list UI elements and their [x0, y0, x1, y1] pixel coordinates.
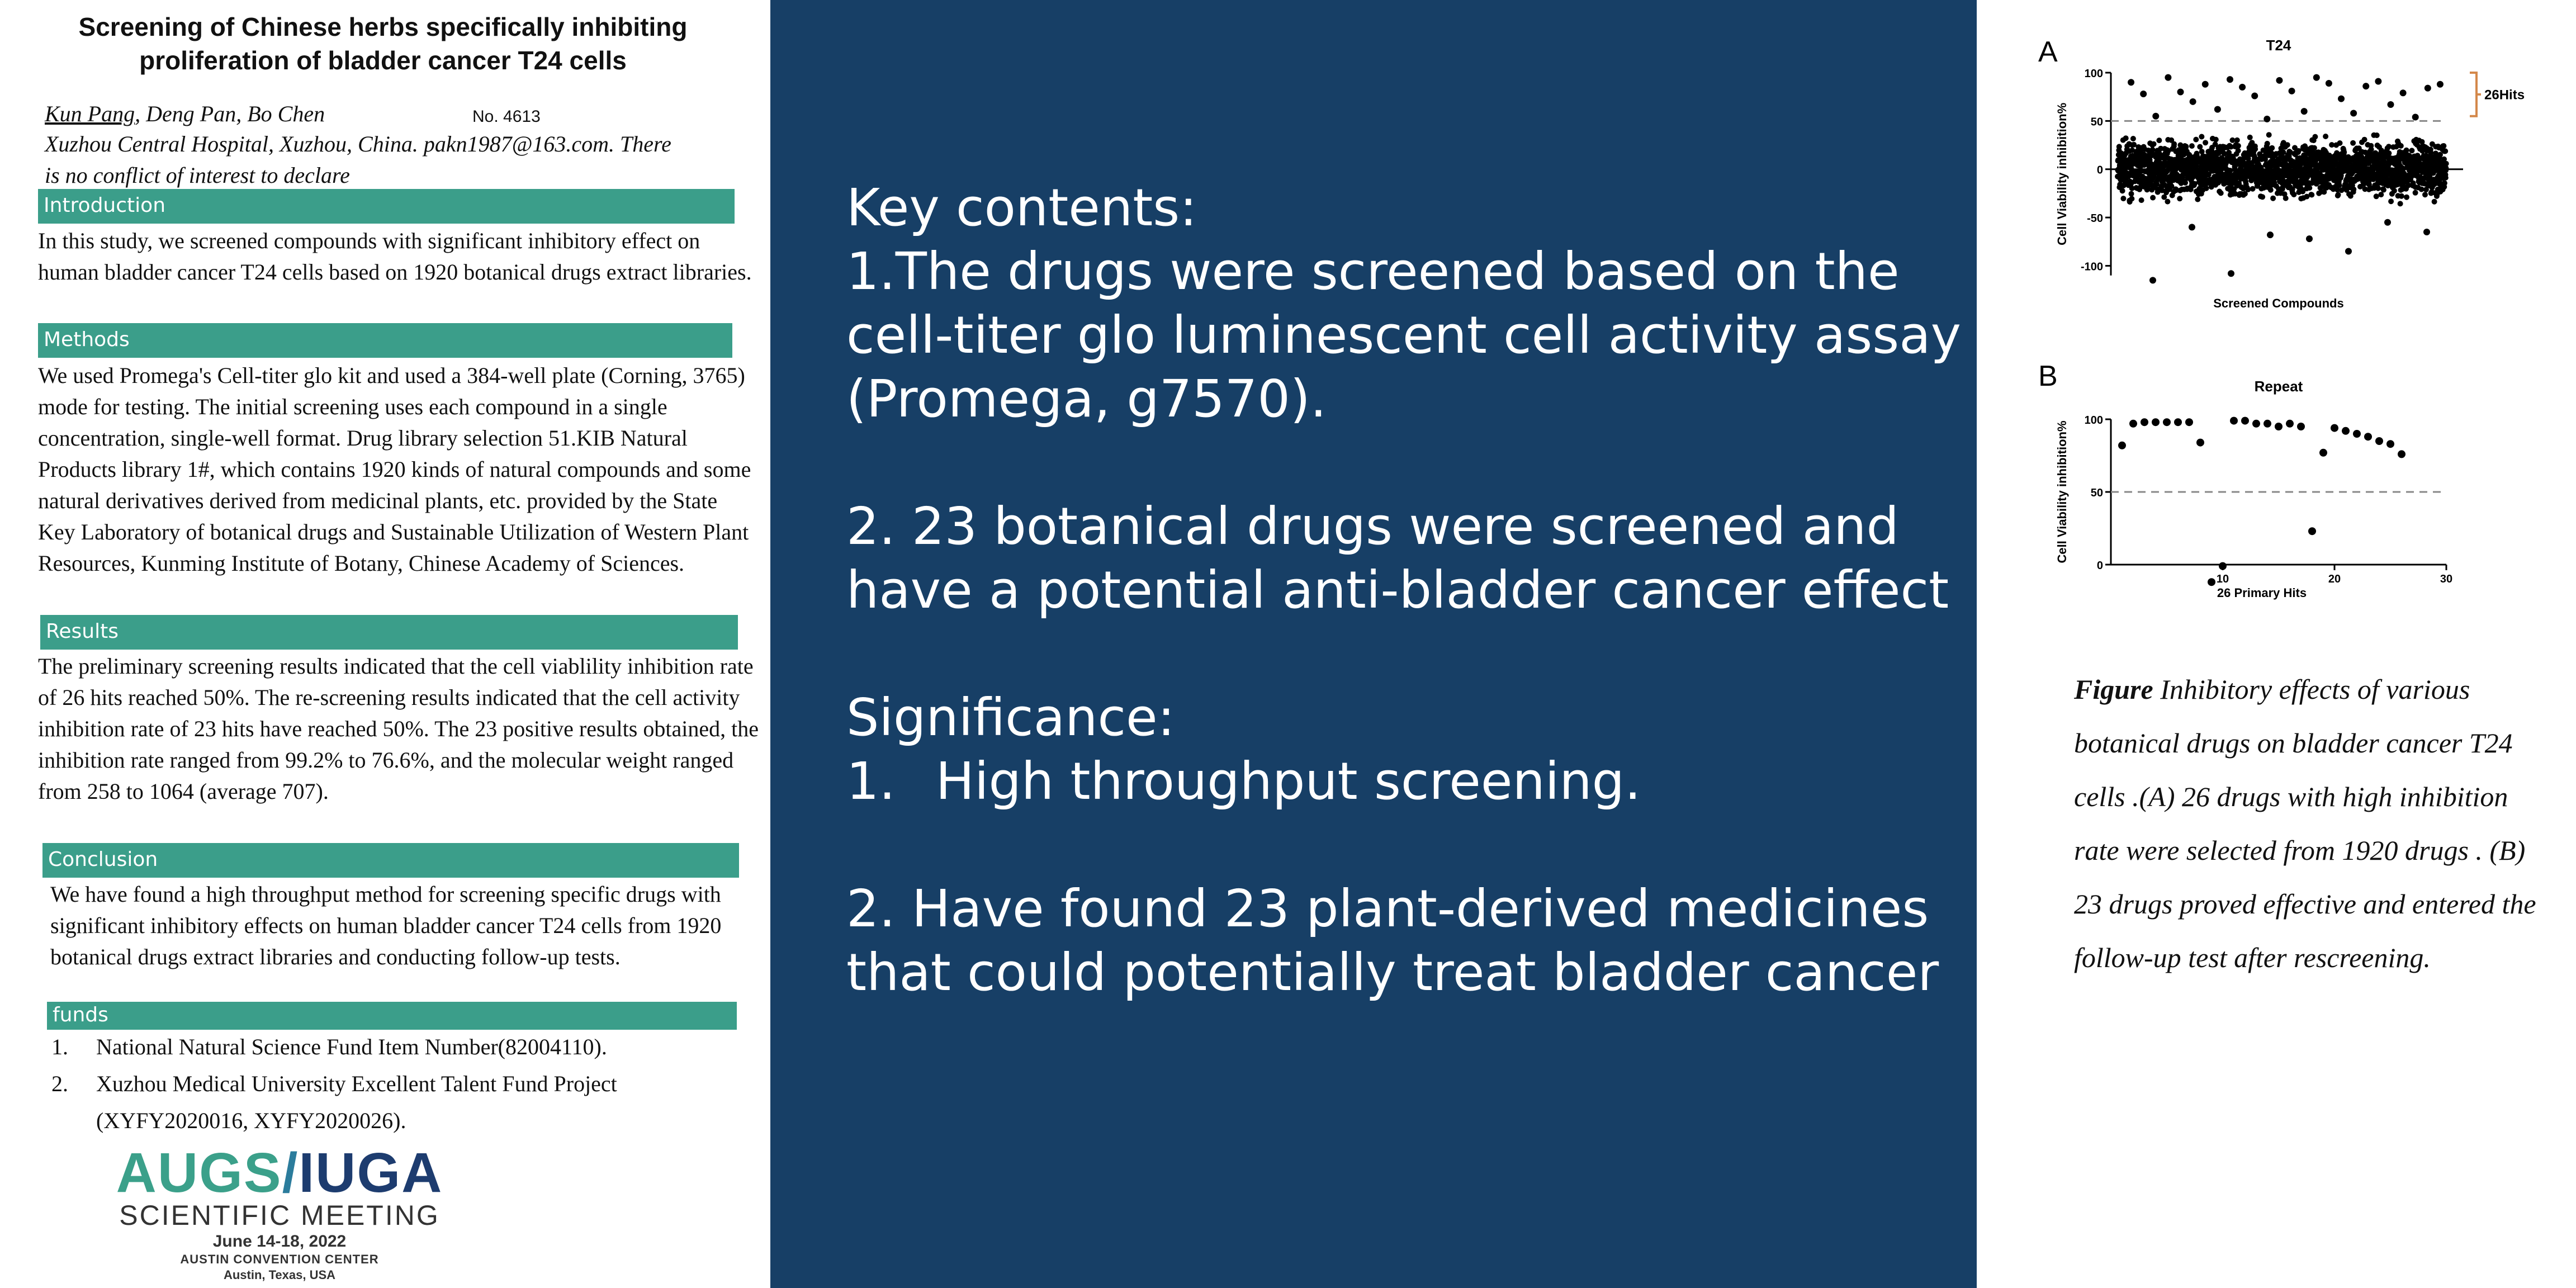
compound-point: [2269, 145, 2275, 151]
significance-item-2: 2. Have found 23 plant-derived medicines that could potentially treat bladder cancer: [846, 879, 1939, 1002]
y-tick-label: 0: [2096, 164, 2103, 177]
funds-list: [51, 1029, 750, 1139]
hit-point: [2214, 106, 2221, 113]
y-tick-label: 50: [2090, 487, 2103, 499]
key-contents-panel: [770, 0, 1977, 1288]
fund-number: 2.: [51, 1071, 68, 1096]
compound-point: [2197, 144, 2203, 150]
outlier-point: [2345, 248, 2352, 255]
introduction-heading: Introduction: [38, 189, 735, 224]
compound-point: [2443, 175, 2449, 181]
conclusion-text: We have found a high throughput method for screening specific drugs with significant inhibitory effects on human bladder cancer T24 cells from 1920 botanical drugs extract libraries and conducting follow-up tests.: [50, 882, 722, 969]
repeat-point: [2331, 424, 2338, 432]
hit-point: [2425, 85, 2431, 92]
compound-point: [2203, 140, 2208, 145]
figure-caption: [2074, 662, 2544, 984]
compound-point: [2266, 132, 2272, 138]
hits-label: 26Hits: [2484, 87, 2525, 103]
significance-item-1-number: 1.: [846, 751, 896, 811]
compound-point: [2432, 199, 2437, 205]
hit-point: [2350, 110, 2357, 117]
y-axis-label: Cell Viability inhibition%: [2055, 420, 2069, 564]
outlier-point: [2149, 277, 2156, 283]
repeat-point: [2230, 417, 2238, 425]
compound-point: [2130, 136, 2136, 141]
results-text: The preliminary screening results indicated that the cell viablility inhibition rate of 26 hits reached 50%. The re-screening results indicated that the cell activity inhibition rate of 23 hits have reached 50%. The 23 positive results obtained, the inhibition rate ranged from 99.2% to 76.6%, and the molecular weight ranged from 258 to 1064 (average 707).: [38, 654, 759, 804]
x-tick-label: 10: [2216, 573, 2229, 585]
repeat-point: [2297, 423, 2305, 430]
repeat-point: [2174, 418, 2182, 426]
compound-point: [2193, 137, 2199, 143]
conclusion-heading: Conclusion: [42, 843, 739, 878]
compound-point: [2381, 187, 2386, 193]
first-author: Kun Pang: [45, 101, 135, 126]
compound-point: [2247, 135, 2253, 140]
compound-point: [2268, 187, 2274, 193]
hit-point: [2412, 113, 2419, 120]
hit-point: [2338, 96, 2345, 102]
compound-point: [2350, 140, 2356, 146]
compound-point: [2409, 148, 2414, 153]
compound-point: [2120, 188, 2125, 193]
funds-heading: funds: [47, 1002, 737, 1030]
outlier-point: [2228, 270, 2234, 277]
figure-column: [1977, 0, 2576, 1288]
compound-point: [2165, 199, 2170, 205]
repeat-point: [2152, 418, 2160, 426]
compound-point: [2270, 196, 2276, 201]
compound-point: [2413, 190, 2418, 196]
compound-point: [2337, 182, 2342, 188]
hit-point: [2400, 89, 2407, 96]
x-axis-label: 26 Primary Hits: [2217, 586, 2307, 600]
abstract-number: No. 4613: [472, 107, 541, 126]
hits-bracket: [2470, 73, 2481, 116]
repeat-point: [2129, 420, 2137, 428]
compound-point: [2151, 141, 2157, 147]
x-tick-label: 20: [2328, 573, 2341, 585]
hit-point: [2190, 98, 2196, 105]
compound-point: [2351, 187, 2356, 192]
compound-point: [2171, 141, 2177, 147]
y-tick-label: 100: [2084, 68, 2103, 80]
compound-point: [2234, 138, 2240, 143]
compound-point: [2199, 134, 2204, 140]
repeat-point: [2364, 433, 2372, 441]
compound-point: [2312, 134, 2318, 140]
outlier-point: [2306, 235, 2313, 242]
compound-point: [2123, 135, 2129, 141]
repeat-point: [2375, 437, 2383, 445]
outlier-point: [2189, 224, 2195, 230]
compound-point: [2189, 143, 2195, 149]
compound-point: [2441, 143, 2446, 149]
hit-point: [2128, 79, 2134, 86]
repeat-point: [2319, 449, 2327, 457]
repeat-point: [2353, 430, 2361, 438]
significance-heading: Significance:: [846, 688, 1175, 747]
compound-point: [2398, 201, 2403, 206]
compound-point: [2388, 198, 2394, 204]
chart-title: Repeat: [2254, 378, 2303, 395]
compound-point: [2309, 192, 2314, 198]
caption-text: Inhibitory effects of various botanical drugs on bladder cancer T24 cells .(A) 26 drugs with high inhibition rate were selected from 1920 drugs . (B) 23 drugs proved effective and entered the follow-up test after rescreening.: [2074, 674, 2536, 973]
compound-point: [2444, 161, 2449, 167]
compound-point: [2150, 195, 2156, 201]
y-tick-label: 50: [2090, 116, 2103, 129]
augs-iuga-logo: [0, 1142, 559, 1204]
compound-point: [2236, 148, 2241, 154]
outlier-point: [2423, 229, 2430, 235]
meeting-date: June 14-18, 2022: [212, 1232, 347, 1251]
logo-subtitle: SCIENTIFIC MEETING: [119, 1200, 440, 1231]
hit-point: [2152, 113, 2159, 120]
poster-title: Screening of Chinese herbs specifically inhibiting proliferation of bladder cancer T24 cells: [78, 12, 688, 75]
compound-point: [2177, 196, 2182, 201]
hit-point: [2264, 116, 2270, 122]
hit-point: [2239, 84, 2246, 91]
repeat-point: [2275, 423, 2283, 430]
significance-item-1-text: High throughput screening.: [935, 751, 1641, 811]
compound-point: [2422, 192, 2428, 197]
repeat-point: [2286, 420, 2294, 428]
hit-point: [2387, 101, 2394, 108]
repeat-point: [2398, 450, 2405, 458]
hit-point: [2437, 81, 2444, 88]
repeat-point: [2342, 427, 2350, 435]
repeat-point: [2163, 418, 2171, 426]
x-tick-label: 30: [2440, 573, 2453, 585]
compound-point: [2442, 148, 2448, 154]
hit-point: [2301, 108, 2308, 115]
repeat-point: [2241, 417, 2249, 425]
methods-heading: Methods: [38, 323, 732, 358]
compound-point: [2392, 188, 2397, 193]
panel-label: B: [2038, 360, 2058, 392]
repeat-point: [2308, 527, 2316, 535]
repeat-point: [2185, 418, 2193, 426]
compound-point: [2375, 186, 2381, 191]
compound-point: [2283, 196, 2289, 201]
y-tick-label: 0: [2096, 560, 2103, 572]
repeat-point: [2219, 562, 2227, 570]
chart-title: T24: [2266, 37, 2291, 54]
logo-augs: AUGS: [116, 1142, 282, 1204]
hit-point: [2251, 92, 2258, 99]
compound-point: [2285, 142, 2290, 148]
repeat-point: [2208, 578, 2215, 586]
compound-point: [2398, 143, 2404, 149]
y-tick-label: -100: [2080, 261, 2103, 273]
hit-point: [2313, 74, 2320, 81]
compound-point: [2374, 132, 2380, 138]
hit-point: [2227, 76, 2233, 83]
compound-point: [2341, 149, 2347, 155]
repeat-point: [2252, 420, 2260, 428]
logo-slash: /: [282, 1142, 299, 1204]
fund-text: Xuzhou Medical University Excellent Talent Fund Project (XYFY2020016, XYFY2020026).: [96, 1071, 617, 1133]
compound-point: [2369, 146, 2374, 152]
repeat-point: [2141, 418, 2148, 426]
key-point-1: 1.The drugs were screened based on the cell-titer glo luminescent cell activity assay (Promega, g7570).: [846, 242, 1962, 429]
y-tick-label: 100: [2084, 414, 2103, 427]
affiliation: [45, 129, 738, 191]
chart-a-screening: [2038, 28, 2525, 324]
compound-point: [2374, 193, 2379, 199]
compound-point: [2116, 144, 2122, 149]
significance-item-1: [846, 750, 1964, 813]
chart-b-repeat: [2038, 358, 2485, 621]
compound-point: [2442, 181, 2447, 186]
compound-point: [2336, 192, 2341, 197]
hit-point: [2202, 81, 2209, 88]
compound-point: [2323, 134, 2328, 139]
meeting-city: Austin, Texas, USA: [223, 1268, 336, 1282]
repeat-point: [2386, 440, 2394, 448]
compound-point: [2378, 192, 2384, 197]
compound-point: [2337, 140, 2343, 146]
hit-point: [2362, 83, 2369, 89]
affiliation-line-1: Xuzhou Central Hospital, Xuzhou, China. pakn1987@163.com. There: [45, 131, 671, 157]
compound-point: [2236, 143, 2241, 149]
compound-point: [2265, 141, 2270, 146]
compound-point: [2213, 137, 2219, 143]
compound-point: [2362, 137, 2367, 143]
meeting-venue: AUSTIN CONVENTION CENTER: [180, 1252, 379, 1266]
compound-point: [2399, 193, 2404, 199]
key-contents-heading: Key contents:: [846, 178, 1197, 238]
compound-point: [2129, 191, 2134, 197]
fund-text: National Natural Science Fund Item Number(82004110).: [96, 1034, 607, 1059]
compound-points: [2115, 132, 2449, 206]
compound-point: [2120, 196, 2126, 201]
outlier-point: [2384, 219, 2391, 226]
compound-point: [2404, 195, 2409, 200]
repeat-point: [2118, 442, 2126, 449]
hit-point: [2165, 74, 2171, 81]
y-axis-label: Cell Viability inhibition%: [2055, 102, 2069, 245]
outlier-point: [2267, 231, 2274, 238]
repeat-point: [2264, 420, 2271, 428]
fund-item: [51, 1029, 750, 1066]
author-line: [45, 101, 325, 127]
hit-point: [2289, 88, 2295, 94]
compound-point: [2260, 194, 2265, 200]
compound-point: [2139, 197, 2144, 203]
compound-point: [2291, 192, 2296, 197]
y-tick-label: -50: [2087, 212, 2103, 225]
introduction-text: In this study, we screened compounds with significant inhibitory effect on human bladder cancer T24 cells based on 1920 botanical drugs extract libraries.: [38, 228, 752, 285]
compound-point: [2204, 186, 2209, 191]
key-contents-text: [846, 176, 1964, 1005]
compound-point: [2228, 168, 2233, 173]
hit-point: [2140, 91, 2147, 97]
compound-point: [2156, 138, 2162, 143]
compound-point: [2307, 185, 2312, 191]
hit-point: [2375, 78, 2381, 85]
logo-iuga: IUGA: [299, 1142, 443, 1204]
compound-point: [2184, 144, 2189, 149]
x-axis-label: Screened Compounds: [2213, 296, 2344, 310]
compound-point: [2195, 197, 2200, 202]
left-column: [0, 0, 769, 1288]
results-heading: Results: [40, 615, 738, 650]
panel-label: A: [2038, 36, 2058, 68]
hit-point: [2276, 77, 2283, 84]
methods-text: We used Promega's Cell-titer glo kit and used a 384-well plate (Corning, 3765) mode for testing. The initial screening uses each compound in a single concentration, single-well format. Drug library selection 51.KIB Natural Products library 1#, which contains 1920 kinds of natural compounds and some natural derivatives derived from medicinal plants, etc. provided by the State Key Laboratory of botanical drugs and Sustainable Utilization of Western Plant Resources, Kunming Institute of Botany, Chinese Academy of Sciences.: [38, 363, 751, 576]
compound-point: [2150, 147, 2156, 153]
fund-number: 1.: [51, 1034, 68, 1059]
hit-point: [2326, 80, 2332, 87]
fund-item: [51, 1066, 750, 1139]
compound-point: [2218, 190, 2224, 196]
compound-point: [2129, 196, 2134, 202]
key-point-2: 2. 23 botanical drugs were screened and have a potential anti-bladder cancer effect: [846, 496, 1949, 620]
hit-point: [2177, 89, 2184, 96]
caption-lead: Figure: [2074, 674, 2153, 705]
repeat-point: [2196, 439, 2204, 447]
compound-point: [2252, 146, 2258, 152]
compound-point: [2386, 150, 2392, 156]
other-authors: , Deng Pan, Bo Chen: [135, 101, 325, 126]
affiliation-line-2: is no conflict of interest to declare: [45, 163, 350, 188]
